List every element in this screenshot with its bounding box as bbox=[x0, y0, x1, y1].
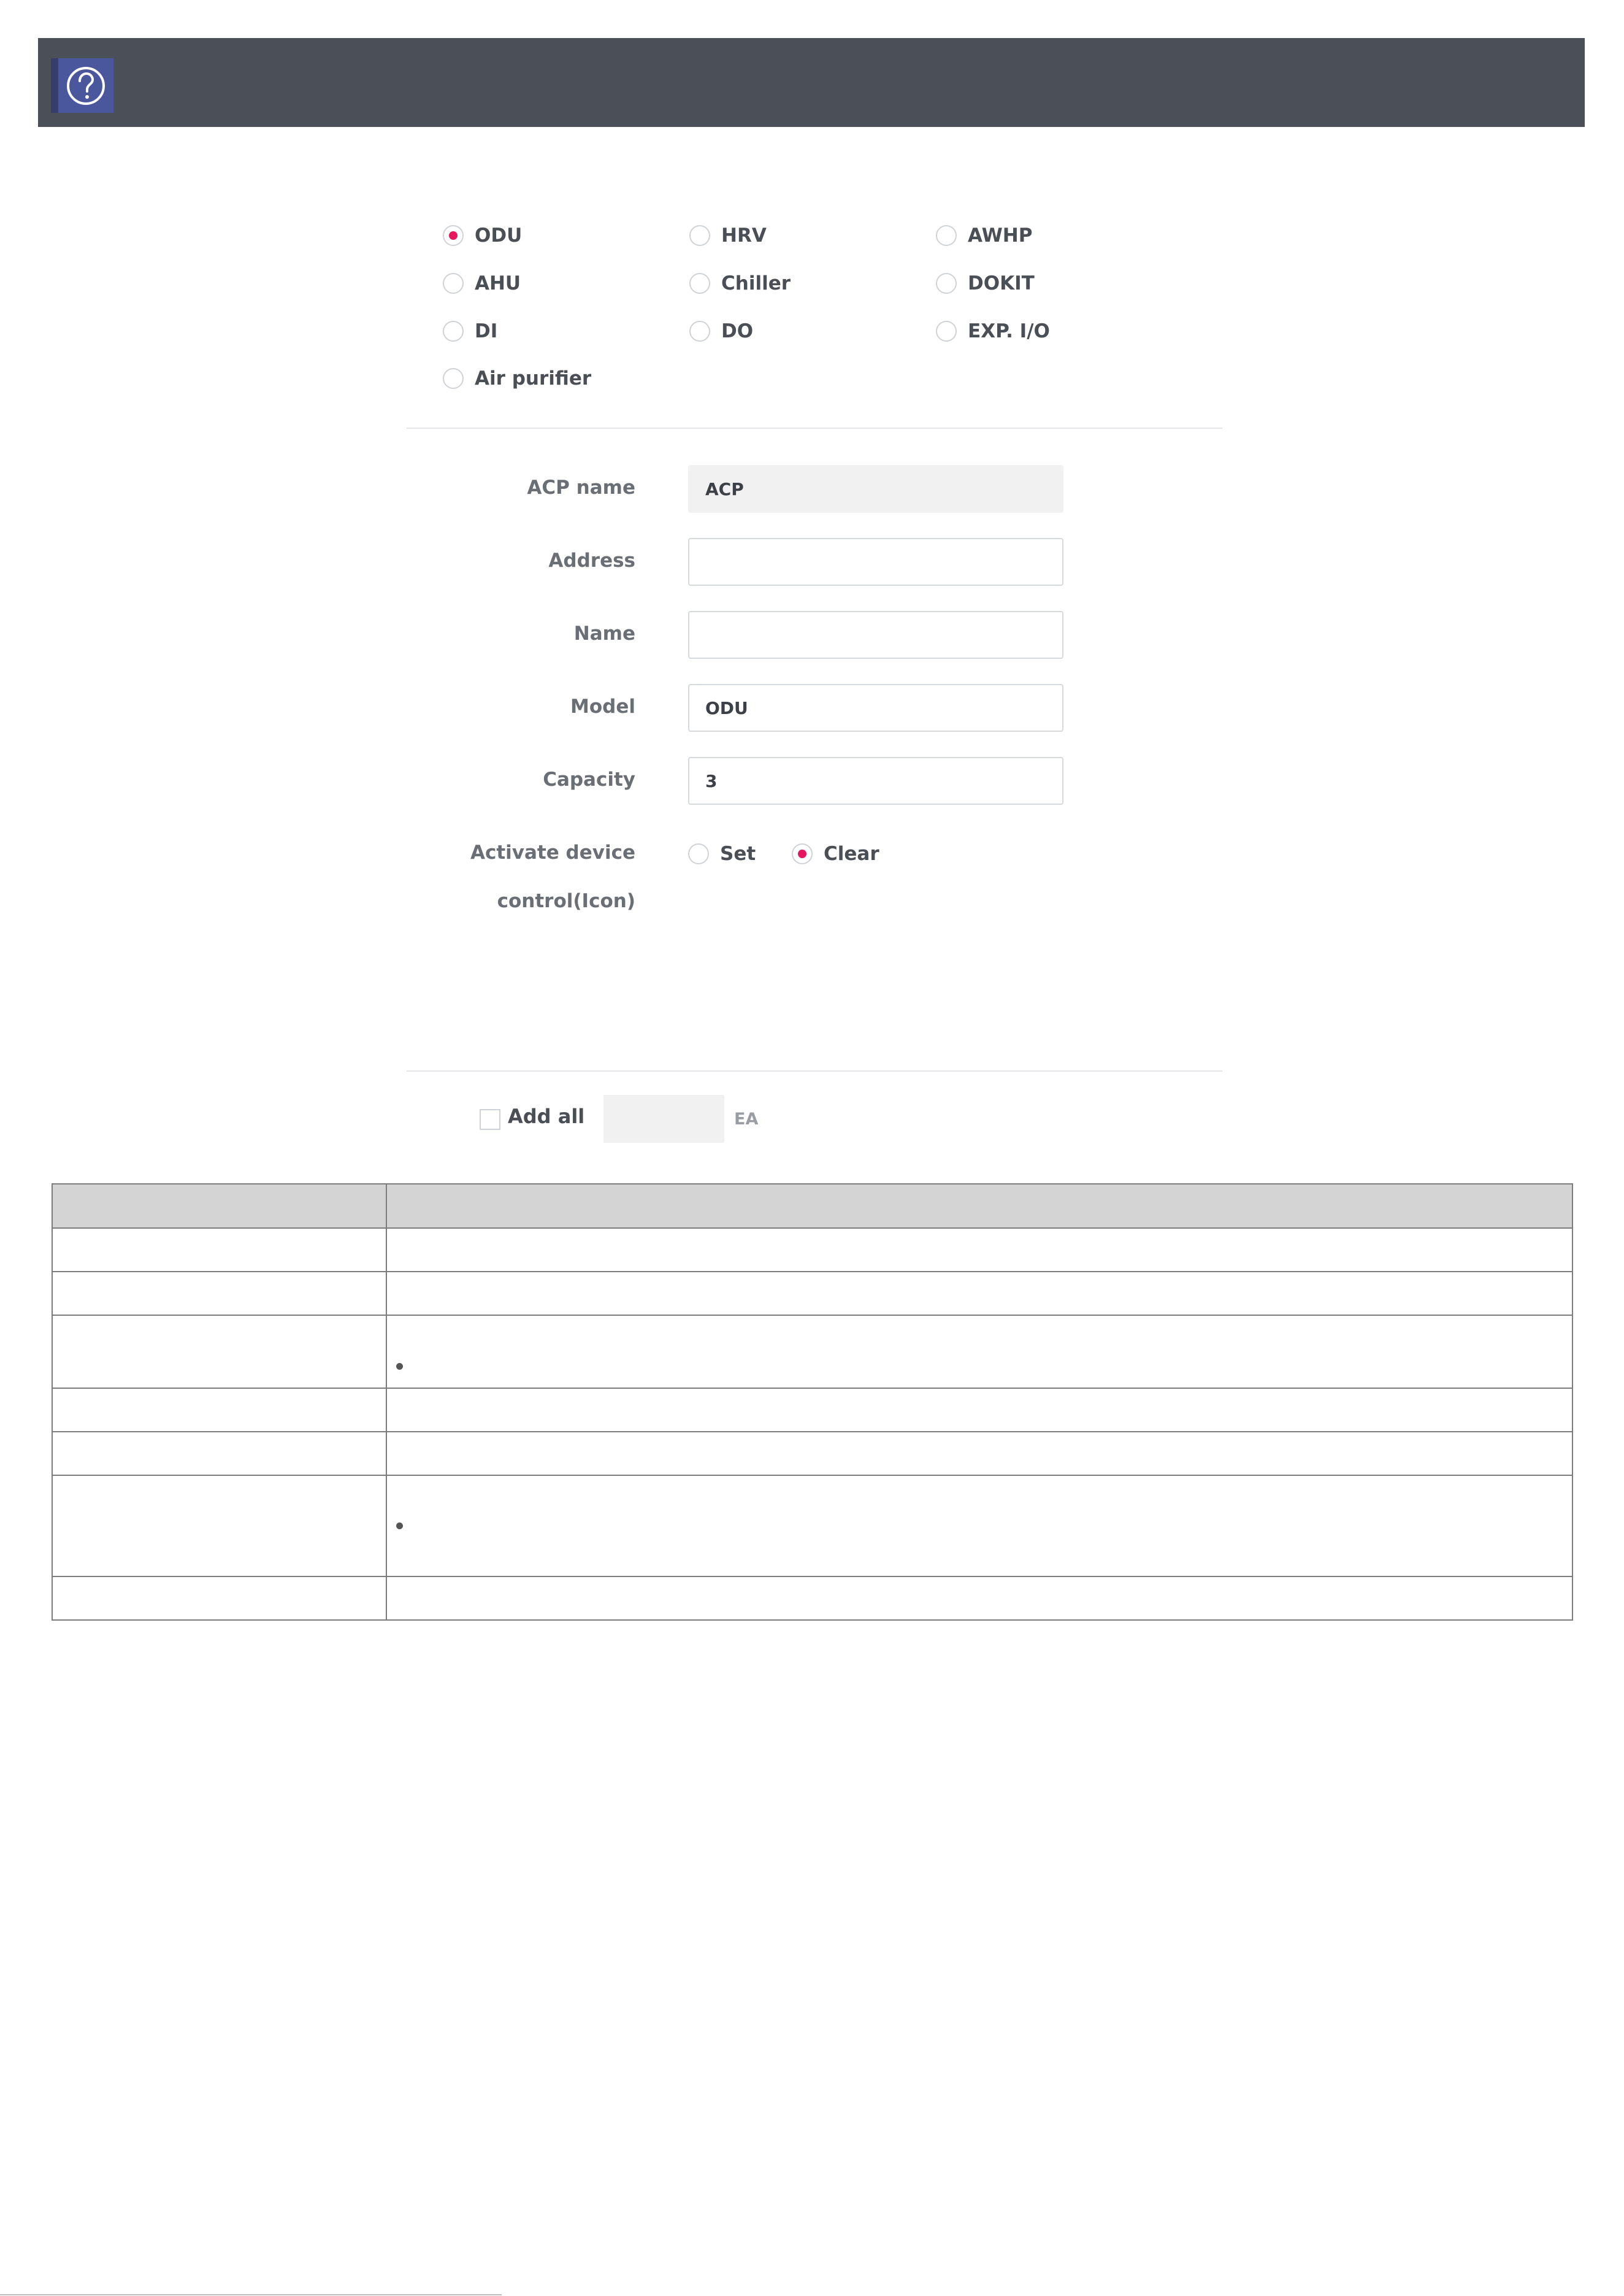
radio-label-chiller: Chiller bbox=[721, 272, 791, 294]
radio-option-dokit[interactable] bbox=[936, 270, 1035, 297]
acp-name-label: ACP name bbox=[527, 477, 635, 499]
table-cell bbox=[386, 1388, 1572, 1432]
radio-di[interactable] bbox=[443, 321, 464, 342]
table-cell bbox=[386, 1576, 1572, 1620]
radio-label-clear: Clear bbox=[824, 843, 879, 865]
table-row bbox=[52, 1388, 1572, 1432]
table-header-row bbox=[52, 1184, 1572, 1228]
address-label: Address bbox=[548, 550, 635, 572]
table-cell bbox=[386, 1475, 1572, 1576]
add-all-quantity-input[interactable] bbox=[603, 1095, 724, 1143]
table-cell bbox=[386, 1432, 1572, 1475]
acp-name-field[interactable] bbox=[688, 465, 1063, 513]
radio-option-odu[interactable] bbox=[443, 222, 522, 249]
model-input[interactable] bbox=[688, 684, 1063, 732]
radio-label-awhp: AWHP bbox=[968, 225, 1033, 247]
radio-label-hrv: HRV bbox=[721, 225, 767, 247]
name-input[interactable] bbox=[688, 611, 1063, 659]
radio-chiller[interactable] bbox=[689, 273, 710, 294]
table-row bbox=[52, 1576, 1572, 1620]
radio-option-awhp[interactable] bbox=[936, 222, 1032, 249]
table-row bbox=[52, 1315, 1572, 1388]
divider-bottom bbox=[407, 1070, 1222, 1072]
table-cell bbox=[52, 1475, 386, 1576]
radio-odu[interactable] bbox=[443, 225, 464, 246]
radio-dokit[interactable] bbox=[936, 273, 957, 294]
radio-ahu[interactable] bbox=[443, 273, 464, 294]
radio-option-air-purifier[interactable] bbox=[443, 365, 591, 392]
table-cell bbox=[52, 1388, 386, 1432]
bullet-icon bbox=[396, 1522, 403, 1529]
table-row bbox=[52, 1228, 1572, 1272]
table-cell bbox=[52, 1228, 386, 1272]
radio-option-do[interactable] bbox=[689, 318, 753, 345]
radio-label-ahu: AHU bbox=[475, 272, 521, 294]
name-label: Name bbox=[573, 623, 635, 645]
activate-control-set-option[interactable] bbox=[688, 840, 756, 867]
radio-awhp[interactable] bbox=[936, 225, 957, 246]
divider-top bbox=[407, 428, 1222, 429]
table-cell bbox=[386, 1315, 1572, 1388]
capacity-input[interactable] bbox=[688, 757, 1063, 805]
help-button[interactable] bbox=[58, 58, 113, 113]
radio-label-air-purifier: Air purifier bbox=[475, 367, 592, 390]
unit-label: EA bbox=[734, 1110, 759, 1129]
table-cell bbox=[52, 1272, 386, 1315]
radio-option-hrv[interactable] bbox=[689, 222, 767, 249]
radio-hrv[interactable] bbox=[689, 225, 710, 246]
header-bar bbox=[38, 38, 1585, 127]
radio-do[interactable] bbox=[689, 321, 710, 342]
description-table bbox=[52, 1183, 1573, 1621]
radio-option-ahu[interactable] bbox=[443, 270, 521, 297]
footer-line bbox=[0, 2294, 502, 2295]
radio-label-dokit: DOKIT bbox=[968, 272, 1035, 294]
radio-clear[interactable] bbox=[792, 843, 813, 864]
radio-set[interactable] bbox=[688, 843, 709, 864]
table-cell bbox=[52, 1576, 386, 1620]
radio-air-purifier[interactable] bbox=[443, 368, 464, 389]
activate-control-clear-option[interactable] bbox=[792, 840, 879, 867]
radio-label-set: Set bbox=[720, 843, 756, 865]
radio-option-exp-io[interactable] bbox=[936, 318, 1050, 345]
radio-exp-io[interactable] bbox=[936, 321, 957, 342]
model-label: Model bbox=[570, 696, 635, 718]
table-header-cell bbox=[52, 1184, 386, 1228]
activate-control-label-line1: Activate device bbox=[470, 842, 635, 864]
radio-option-di[interactable] bbox=[443, 318, 497, 345]
table-row bbox=[52, 1432, 1572, 1475]
question-circle-icon bbox=[66, 66, 106, 106]
table-header-cell bbox=[386, 1184, 1572, 1228]
capacity-label: Capacity bbox=[543, 769, 635, 791]
radio-option-chiller[interactable] bbox=[689, 270, 791, 297]
radio-label-do: DO bbox=[721, 320, 754, 342]
table-row bbox=[52, 1475, 1572, 1576]
table-row bbox=[52, 1272, 1572, 1315]
add-all-checkbox[interactable] bbox=[480, 1109, 500, 1130]
radio-label-odu: ODU bbox=[475, 225, 523, 247]
radio-label-exp-io: EXP. I/O bbox=[968, 320, 1050, 342]
add-all-label: Add all bbox=[508, 1105, 585, 1128]
table-cell bbox=[386, 1272, 1572, 1315]
radio-label-di: DI bbox=[475, 320, 498, 342]
table-cell bbox=[386, 1228, 1572, 1272]
table-cell bbox=[52, 1315, 386, 1388]
table-cell bbox=[52, 1432, 386, 1475]
address-input[interactable] bbox=[688, 538, 1063, 586]
activate-control-label-line2: control(Icon) bbox=[497, 890, 635, 912]
bullet-icon bbox=[396, 1363, 403, 1370]
